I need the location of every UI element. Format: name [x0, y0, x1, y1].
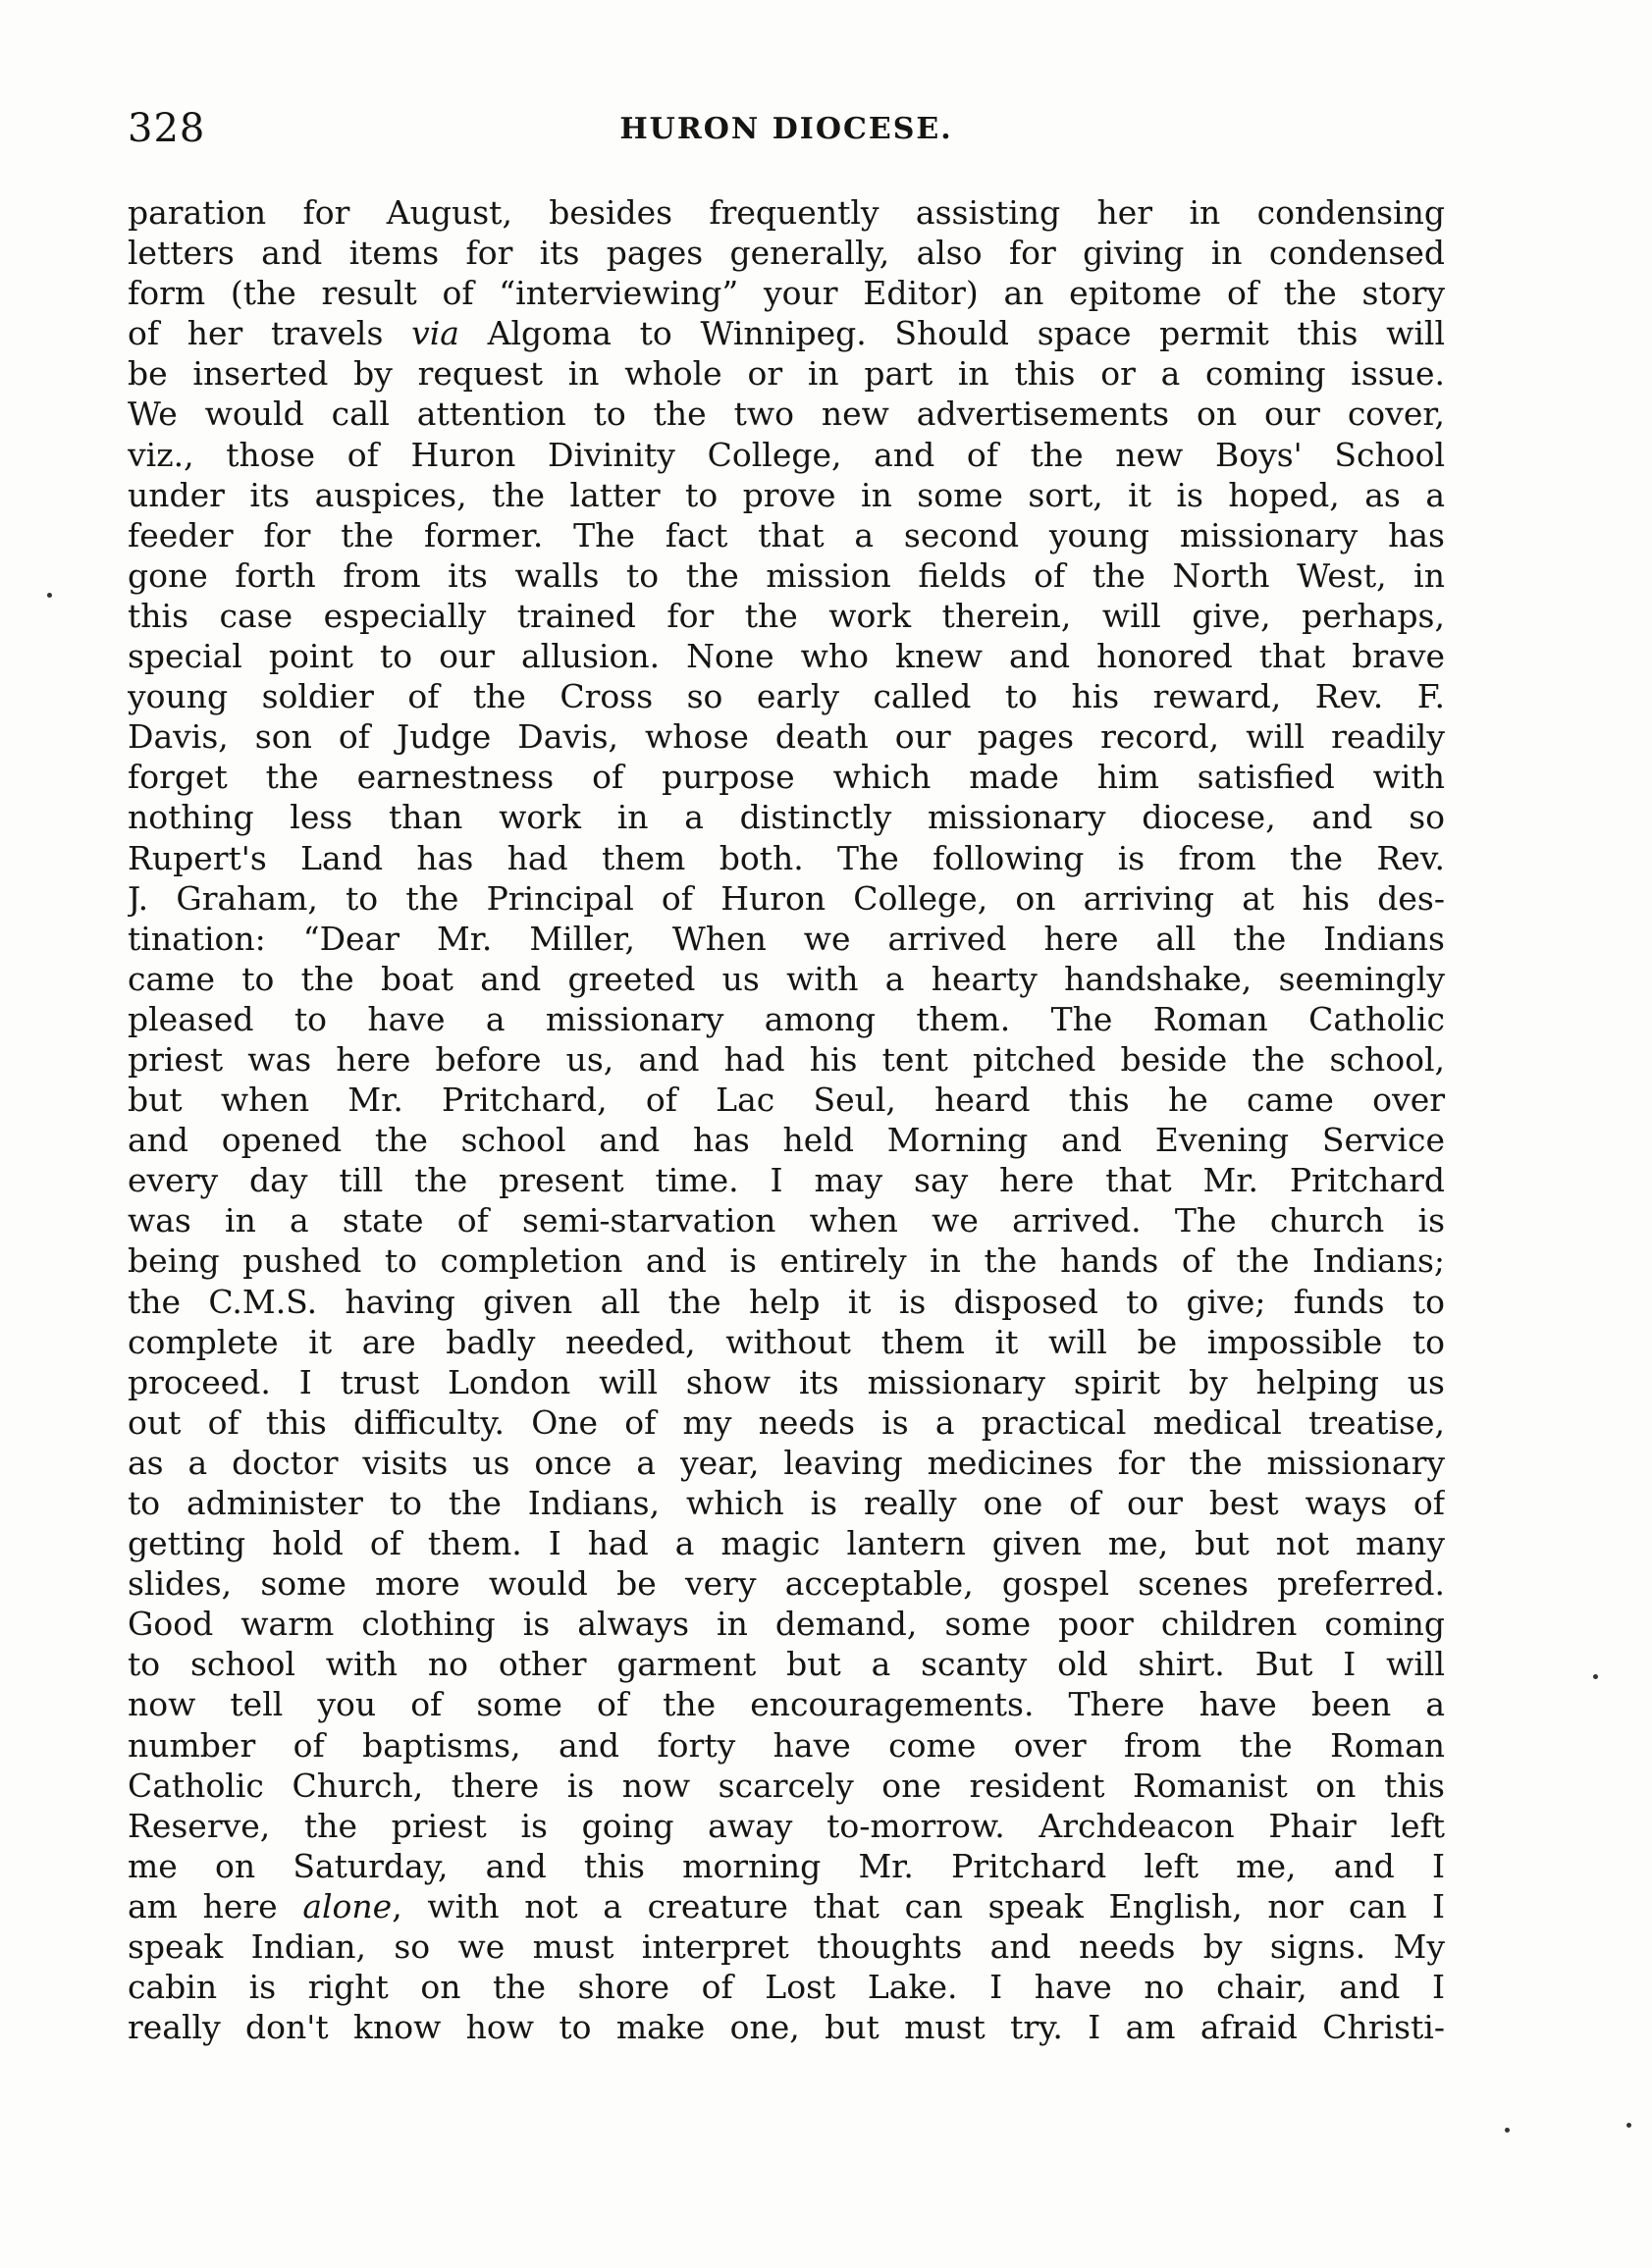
italic-word: alone [302, 1886, 393, 1925]
text-line: paration for August, besides frequently assisting her in condensing [128, 193, 1445, 232]
text-line: the C.M.S. having given all the help it is disposed to give; funds to [128, 1282, 1445, 1321]
text-line: Good warm clothing is always in demand, some poor children coming [128, 1605, 1445, 1644]
text-line: cabin is right on the shore of Lost Lake. I have no chair, and I [128, 1968, 1445, 2007]
text-line: every day till the present time. I may say here that Mr. Pritchard [128, 1161, 1445, 1200]
italic-word: via [411, 314, 459, 353]
text-line: viz., those of Huron Divinity College, and of the new Boys' School [128, 435, 1445, 474]
text-line: came to the boat and greeted us with a hearty handshake, seemingly [128, 959, 1445, 998]
text-line: being pushed to completion and is entirely in the hands of the Indians; [128, 1241, 1445, 1281]
text-line: gone forth from its walls to the mission fields of the North West, in [128, 555, 1445, 595]
text-line: pleased to have a missionary among them. The Roman Catholic [128, 999, 1445, 1038]
text-line: Reserve, the priest is going away to-morrow. Archdeacon Phair left [128, 1806, 1445, 1845]
text-line: form (the result of “interviewing” your Editor) an epitome of the story [128, 274, 1445, 313]
text-line: Catholic Church, there is now scarcely one resident Romanist on this [128, 1766, 1445, 1805]
text-line: forget the earnestness of purpose which made him satisfied with [128, 758, 1445, 797]
text-line: slides, some more would be very acceptable, gospel scenes preferred. [128, 1564, 1445, 1604]
text-line: number of baptisms, and forty have come over from the Roman [128, 1725, 1445, 1765]
text-line: to school with no other garment but a scanty old shirt. But I will [128, 1645, 1445, 1684]
page-number: 328 [128, 106, 206, 151]
text-line: and opened the school and has held Morning and Evening Service [128, 1121, 1445, 1160]
text-line: really don't know how to make one, but must try. I am afraid Christi- [128, 2008, 1445, 2047]
text-line: speak Indian, so we must interpret thoughts and needs by signs. My [128, 1927, 1445, 1967]
text-line: priest was here before us, and had his tent pitched beside the school, [128, 1039, 1445, 1079]
text-line: J. Graham, to the Principal of Huron College, on arriving at his des- [128, 878, 1445, 918]
text-line: Rupert's Land has had them both. The following is from the Rev. [128, 838, 1445, 877]
text-line: this case especially trained for the work therein, will give, perhaps, [128, 596, 1445, 635]
text-line: Davis, son of Judge Davis, whose death our pages record, will readily [128, 717, 1445, 757]
print-speck [1593, 1674, 1598, 1679]
text-line: special point to our allusion. None who knew and honored that brave [128, 637, 1445, 676]
text-line: out of this difficulty. One of my needs is a practical medical treatise, [128, 1402, 1445, 1442]
print-speck [1626, 2123, 1631, 2128]
print-speck [47, 593, 52, 598]
text-line: tination: “Dear Mr. Miller, When we arrived here all the Indians [128, 919, 1445, 958]
text-line: was in a state of semi-starvation when we arrived. The church is [128, 1201, 1445, 1240]
page-header [128, 106, 1445, 165]
text-line: under its auspices, the latter to prove in some sort, it is hoped, as a [128, 475, 1445, 514]
text-line: getting hold of them. I had a magic lantern given me, but not many [128, 1524, 1445, 1563]
text-line: nothing less than work in a distinctly missionary diocese, and so [128, 798, 1445, 837]
text-line: of her travels via Algoma to Winnipeg. Should space permit this will [128, 314, 1445, 353]
text-line: but when Mr. Pritchard, of Lac Seul, heard this he came over [128, 1081, 1445, 1120]
text-line: be inserted by request in whole or in part in this or a coming issue. [128, 354, 1445, 394]
print-speck [1505, 2128, 1510, 2133]
text-line: me on Saturday, and this morning Mr. Pritchard left me, and I [128, 1846, 1445, 1885]
running-head: HURON DIOCESE. [619, 112, 953, 146]
text-line: young soldier of the Cross so early called to his reward, Rev. F. [128, 677, 1445, 716]
text-line: complete it are badly needed, without them it will be impossible to [128, 1322, 1445, 1361]
text-line: to administer to the Indians, which is really one of our best ways of [128, 1484, 1445, 1522]
text-line: feeder for the former. The fact that a second young missionary has [128, 515, 1445, 554]
text-line: We would call attention to the two new advertisements on our cover, [128, 395, 1445, 434]
text-line: now tell you of some of the encouragements. There have been a [128, 1685, 1445, 1724]
body-text [128, 192, 1445, 2047]
text-line: proceed. I trust London will show its missionary spirit by helping us [128, 1362, 1445, 1401]
text-line: am here alone, with not a creature that can speak English, nor can I [128, 1886, 1445, 1925]
text-line: as a doctor visits us once a year, leaving medicines for the missionary [128, 1443, 1445, 1482]
text-line: letters and items for its pages generally, also for giving in condensed [128, 234, 1445, 273]
